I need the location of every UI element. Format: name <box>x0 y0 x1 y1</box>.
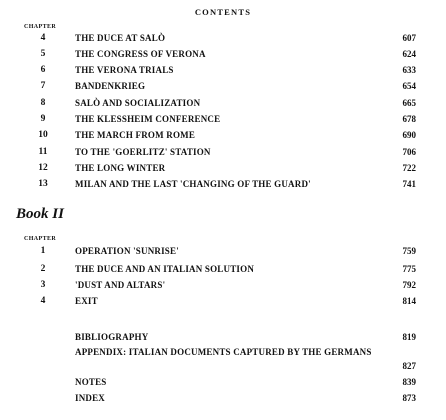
toc-row <box>0 391 446 405</box>
chapter-number: 11 <box>38 147 48 157</box>
page-number: 827 <box>402 361 416 371</box>
page-number: 775 <box>402 264 416 274</box>
chapter-number: 9 <box>40 114 46 124</box>
page-number: 839 <box>402 377 416 387</box>
chapter-number: 1 <box>40 246 46 256</box>
toc-row <box>0 330 446 344</box>
page-number: 759 <box>402 246 416 256</box>
chapter-number: 12 <box>38 163 48 173</box>
page-number: 722 <box>402 163 416 173</box>
toc-row <box>0 47 446 61</box>
chapter-title: THE DUCE AT SALÒ <box>75 33 166 43</box>
page-number: 690 <box>402 130 416 140</box>
page-number: 873 <box>402 393 416 403</box>
toc-row <box>0 161 446 175</box>
chapter-title: THE KLESSHEIM CONFERENCE <box>75 114 221 124</box>
toc-row <box>0 294 446 308</box>
page-number: 633 <box>402 65 416 75</box>
toc-row <box>0 63 446 77</box>
page-number: 814 <box>402 296 416 306</box>
section-title: NOTES <box>75 377 107 387</box>
page-number: 678 <box>402 114 416 124</box>
section-title: APPENDIX: ITALIAN DOCUMENTS CAPTURED BY THE GERMANS <box>75 347 372 357</box>
chapter-number: 3 <box>40 280 46 290</box>
toc-row <box>0 145 446 159</box>
toc-row <box>0 96 446 110</box>
toc-row <box>0 375 446 389</box>
section-title: BIBLIOGRAPHY <box>75 332 149 342</box>
section-title: INDEX <box>75 393 106 403</box>
toc-row <box>0 244 446 258</box>
chapter-number: 4 <box>40 33 46 43</box>
chapter-number: 7 <box>40 81 46 91</box>
toc-row <box>0 177 446 191</box>
page-number: 706 <box>402 147 416 157</box>
page-number: 819 <box>402 332 416 342</box>
chapter-title: THE LONG WINTER <box>75 163 166 173</box>
chapter-number: 10 <box>38 130 48 140</box>
page-number: 665 <box>402 98 416 108</box>
toc-row <box>0 112 446 126</box>
toc-row <box>0 262 446 276</box>
chapter-title: EXIT <box>75 296 98 306</box>
page-title: CONTENTS <box>194 7 252 17</box>
page-number: 654 <box>402 81 416 91</box>
toc-row <box>0 31 446 45</box>
chapter-title: THE DUCE AND AN ITALIAN SOLUTION <box>75 264 255 274</box>
page-number: 624 <box>402 49 416 59</box>
chapter-title: THE CONGRESS OF VERONA <box>75 49 206 59</box>
chapter-title: MILAN AND THE LAST 'CHANGING OF THE GUARD' <box>75 179 311 189</box>
book-heading: Book II <box>16 206 64 222</box>
page-number: 607 <box>402 33 416 43</box>
chapter-title: TO THE 'GOERLITZ' STATION <box>75 147 211 157</box>
chapter-number: 13 <box>38 179 48 189</box>
page-number: 792 <box>402 280 416 290</box>
chapter-title: SALÒ AND SOCIALIZATION <box>75 98 201 108</box>
page-number: 741 <box>402 179 416 189</box>
toc-row <box>0 278 446 292</box>
chapter-title: THE VERONA TRIALS <box>75 65 174 75</box>
toc-row <box>0 128 446 142</box>
chapter-title: BANDENKRIEG <box>75 81 146 91</box>
chapter-number: 6 <box>40 65 46 75</box>
chapter-label: CHAPTER <box>24 236 57 242</box>
chapter-title: THE MARCH FROM ROME <box>75 130 196 140</box>
chapter-number: 2 <box>40 264 46 274</box>
chapter-title: 'DUST AND ALTARS' <box>75 280 166 290</box>
chapter-number: 8 <box>40 98 46 108</box>
chapter-title: OPERATION 'SUNRISE' <box>75 246 179 256</box>
toc-row <box>0 346 446 374</box>
chapter-number: 4 <box>40 296 46 306</box>
toc-row <box>0 79 446 93</box>
chapter-label: CHAPTER <box>24 24 57 30</box>
chapter-number: 5 <box>40 49 46 59</box>
